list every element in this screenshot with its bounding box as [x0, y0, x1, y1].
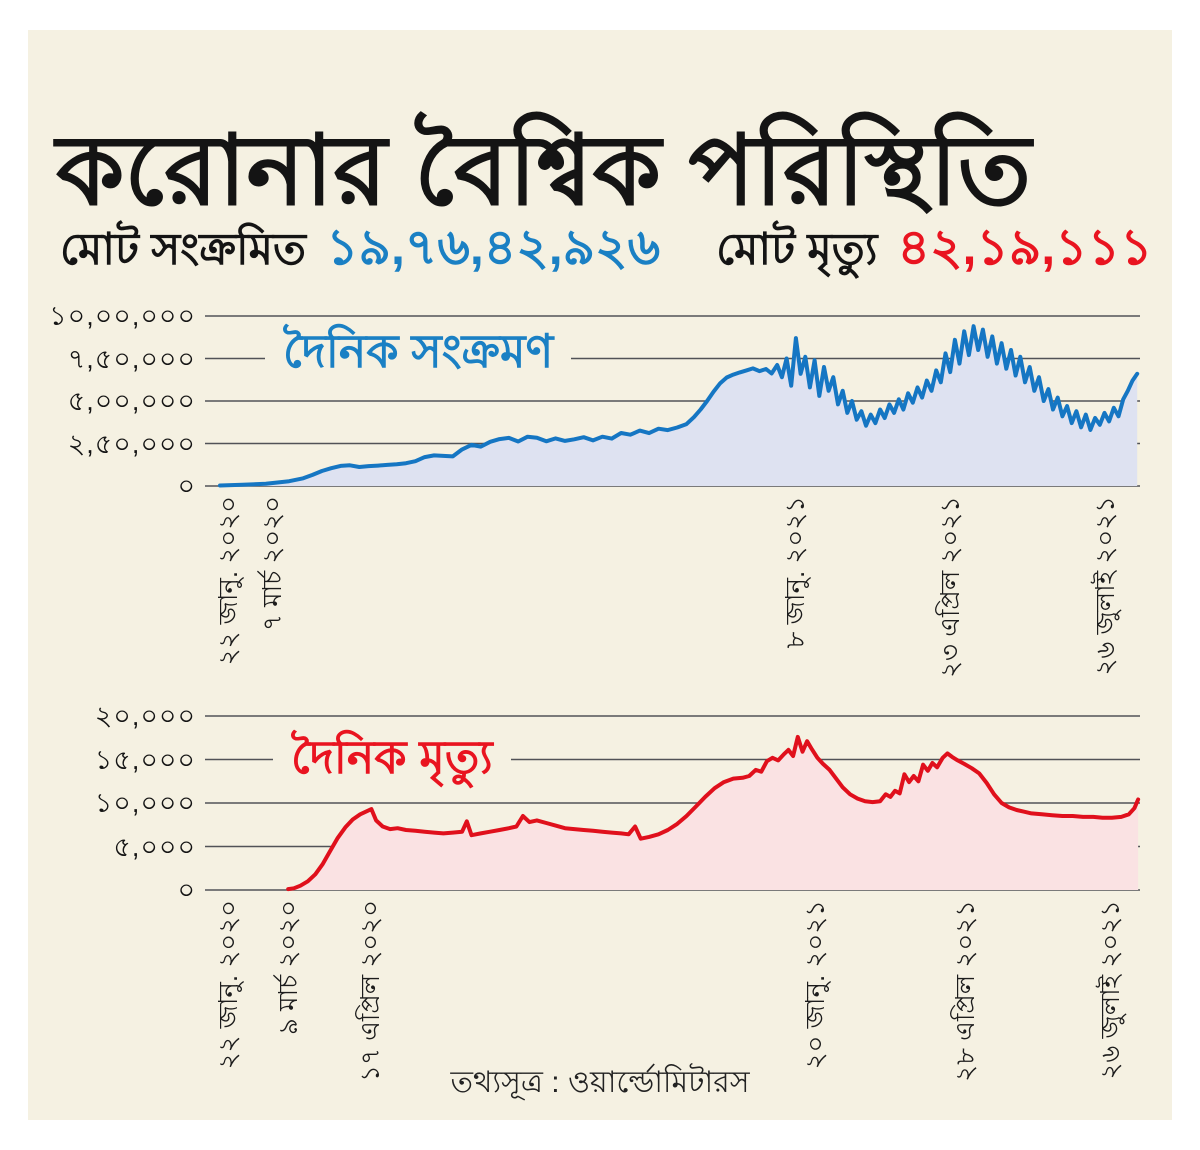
y-tick-label: ২০,০০০ [94, 701, 196, 731]
x-tick-label: ২৮ এপ্রিল ২০২১ [950, 900, 981, 1082]
total-infected-label: মোট সংক্রমিত [60, 225, 307, 274]
deaths-y-axis-labels [34, 701, 196, 905]
deaths-series-label: দৈনিক মৃত্যু [273, 730, 511, 785]
y-tick-label: ১০,০০০ [94, 788, 196, 818]
y-tick-label: ০ [177, 875, 196, 905]
infections-chart [205, 316, 1140, 486]
y-tick-label: ২,৫০,০০০ [67, 428, 196, 459]
x-tick-label: ৮ জানু. ২০২১ [779, 496, 810, 649]
infections-y-axis-labels [34, 301, 196, 501]
summary-stats [60, 210, 1153, 293]
y-tick-label: ০ [177, 471, 196, 501]
infections-series-label: দৈনিক সংক্রমণ [265, 324, 571, 379]
y-tick-label: ৫,০০,০০০ [67, 386, 196, 416]
deaths-chart [205, 716, 1140, 890]
x-tick-label: ১৭ এপ্রিল ২০২০ [355, 900, 386, 1082]
x-tick-label: ২২ জানু. ২০২০ [213, 496, 244, 666]
x-tick-label: ৭ মার্চ ২০২০ [257, 496, 288, 631]
y-tick-label: ১০,০০,০০০ [49, 301, 196, 331]
total-deaths-value: ৪২,১৯,১১১ [897, 219, 1153, 275]
data-source-credit: তথ্যসূত্র : ওয়ার্ল্ডোমিটারস [450, 1066, 750, 1099]
y-tick-label: ৭,৫০,০০০ [67, 343, 196, 374]
page-title: করোনার বৈশ্বিক পরিস্থিতি [56, 114, 1032, 225]
x-tick-label: ২৩ এপ্রিল ২০২১ [935, 496, 966, 678]
x-tick-label: ৯ মার্চ ২০২০ [273, 900, 304, 1035]
y-tick-label: ১৫,০০০ [94, 744, 196, 775]
y-tick-label: ৫,০০০ [113, 831, 196, 862]
total-infected-value: ১৯,৭৬,৪২,৯২৬ [326, 219, 661, 275]
total-deaths-label: মোট মৃত্যু [716, 225, 878, 274]
x-tick-label: ২৬ জুলাই ২০২১ [1095, 900, 1126, 1080]
x-tick-label: ২০ জানু. ২০২১ [799, 900, 830, 1070]
x-tick-label: ২৬ জুলাই ২০২১ [1090, 496, 1121, 676]
infections-x-axis-labels [205, 496, 1140, 694]
panel [28, 30, 1172, 1120]
x-tick-label: ২২ জানু. ২০২০ [213, 900, 244, 1070]
